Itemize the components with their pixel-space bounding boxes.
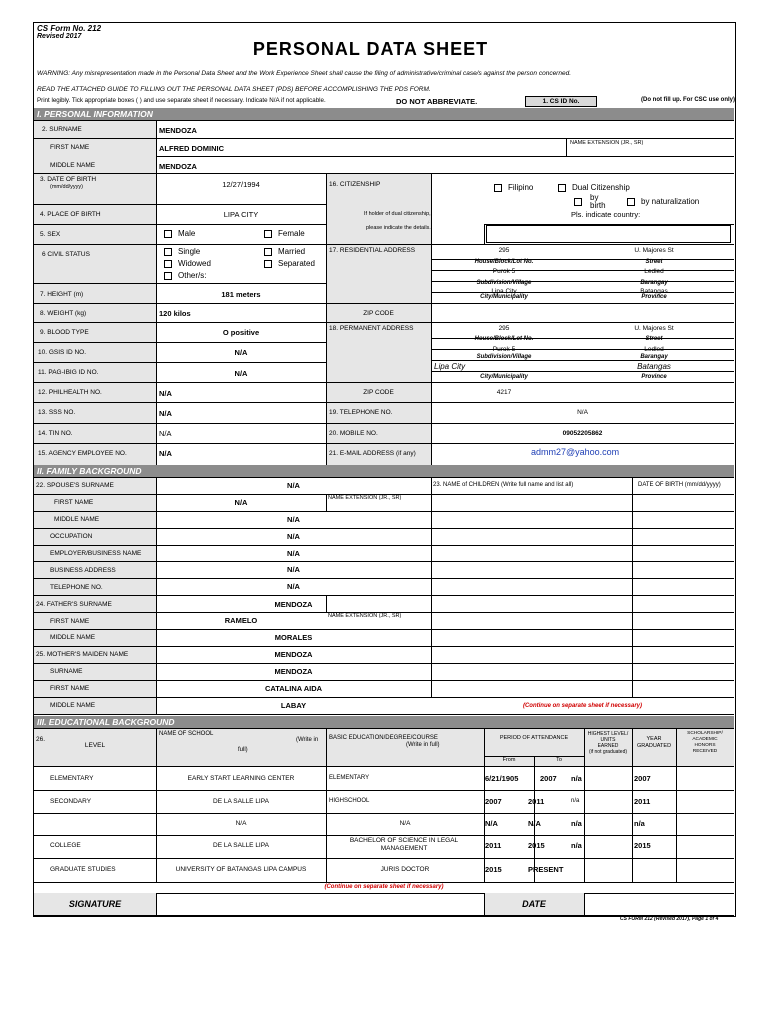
res-street-label: Street bbox=[645, 259, 663, 265]
checkbox-icon bbox=[574, 198, 582, 206]
mother-middle-name-field[interactable]: LABAY bbox=[280, 701, 307, 710]
row-year[interactable]: n/a bbox=[634, 819, 645, 828]
row-course[interactable]: BACHELOR OF SCIENCE IN LEGAL MANAGEMENT bbox=[349, 837, 459, 852]
checkbox-icon bbox=[164, 230, 172, 238]
spouse-surname-field[interactable]: N/A bbox=[287, 481, 300, 490]
pds-form bbox=[33, 22, 736, 917]
dual-note-2: please indicate the details. bbox=[366, 225, 431, 231]
row-highest[interactable]: n/a bbox=[571, 819, 582, 828]
guide-text: READ THE ATTACHED GUIDE TO FILLING OUT THE PERSONAL DATA SHEET (PDS) BEFORE ACCOMPLISHING THE PDS FORM. bbox=[37, 86, 431, 93]
mother-surname-field[interactable]: MENDOZA bbox=[274, 667, 313, 676]
spouse-name-ext-label: NAME EXTENSION (JR., SR) bbox=[328, 495, 402, 501]
mobile-label: 20. MOBILE NO. bbox=[329, 430, 378, 437]
perm-brgy-label: Barangay bbox=[640, 354, 668, 360]
business-address-field[interactable]: N/A bbox=[287, 565, 300, 574]
checkbox-icon bbox=[264, 248, 272, 256]
row-level: ELEMENTARY bbox=[50, 775, 94, 782]
citizenship-filipino-option[interactable]: Filipino bbox=[494, 183, 533, 192]
email-label: 21. E-MAIL ADDRESS (if any) bbox=[329, 450, 416, 457]
school-header-2: (Write in bbox=[296, 737, 319, 743]
middle-name-label: MIDDLE NAME bbox=[50, 162, 96, 169]
warning-text: WARNING: Any misrepresentation made in the Personal Data Sheet and the Work Experience Sheet shall cause the filing of administrative/criminal case/s against the person concerned. bbox=[37, 70, 571, 77]
perm-zipcode-label: ZIP CODE bbox=[363, 389, 394, 396]
res-house-label: House/Block/Lot No. bbox=[474, 259, 534, 265]
honors-header: SCHOLARSHIP/ ACADEMIC HONORS RECEIVED bbox=[687, 731, 723, 754]
occupation-field[interactable]: N/A bbox=[287, 532, 300, 541]
first-name-field[interactable]: ALFRED DOMINIC bbox=[159, 144, 224, 153]
form-revision: Revised 2017 bbox=[37, 33, 82, 40]
gsis-field[interactable]: N/A bbox=[234, 348, 248, 357]
telephone-field[interactable]: N/A bbox=[577, 409, 588, 416]
weight-label: 8. WEIGHT (kg) bbox=[40, 310, 87, 317]
mother-surname-label: SURNAME bbox=[50, 668, 83, 675]
row-from[interactable]: 2007 bbox=[485, 797, 502, 806]
father-middle-name-field[interactable]: MORALES bbox=[274, 633, 313, 642]
csc-use-note: (Do not fill up. For CSC use only) bbox=[641, 97, 735, 103]
row-year[interactable]: 2011 bbox=[634, 797, 651, 806]
agency-employee-field[interactable]: N/A bbox=[159, 449, 172, 458]
philhealth-label: 12. PHILHEALTH NO. bbox=[38, 389, 102, 396]
form-number: CS Form No. 212 bbox=[37, 24, 102, 33]
pob-label: 4. PLACE OF BIRTH bbox=[40, 211, 101, 218]
level-header: LEVEL bbox=[84, 742, 106, 749]
dob-label: 3. DATE OF BIRTH bbox=[40, 176, 97, 183]
residential-address-label: 17. RESIDENTIAL ADDRESS bbox=[329, 247, 416, 254]
row-school[interactable]: DE LA SALLE LIPA bbox=[213, 842, 269, 849]
res-subdivision-field[interactable]: Purok 5 bbox=[492, 268, 516, 275]
citizenship-naturalization-option[interactable]: by naturalization bbox=[627, 197, 699, 206]
spouse-middle-name-field[interactable]: N/A bbox=[287, 515, 300, 524]
perm-street-field[interactable]: U. Majores St bbox=[634, 325, 674, 332]
page-title: PERSONAL DATA SHEET bbox=[252, 39, 489, 59]
height-field[interactable]: 181 meters bbox=[221, 290, 261, 299]
telephone-label: 19. TELEPHONE NO. bbox=[329, 409, 393, 416]
signature-field[interactable] bbox=[158, 894, 482, 914]
citizenship-birth-option[interactable] bbox=[574, 197, 588, 206]
perm-house-label: House/Block/Lot No. bbox=[474, 336, 534, 342]
pagibig-field[interactable]: N/A bbox=[234, 369, 248, 378]
father-name-ext-label: NAME EXTENSION (JR., SR) bbox=[328, 613, 402, 619]
mother-middle-name-label: MIDDLE NAME bbox=[50, 702, 96, 709]
perm-street-label: Street bbox=[645, 336, 663, 342]
row-school[interactable]: EARLY START LEARNING CENTER bbox=[187, 775, 295, 782]
tin-field[interactable]: N/A bbox=[159, 429, 172, 438]
row-course[interactable]: JURIS DOCTOR bbox=[380, 866, 430, 873]
row-course[interactable]: ELEMENTARY bbox=[329, 775, 370, 781]
checkbox-icon bbox=[627, 198, 635, 206]
by-birth-label: by bbox=[590, 193, 599, 202]
pob-field[interactable]: LIPA CITY bbox=[223, 210, 259, 219]
mother-maiden-name-label: 25. MOTHER'S MAIDEN NAME bbox=[36, 651, 129, 658]
surname-label: 2. SURNAME bbox=[42, 126, 82, 133]
section-personal-info: I. PERSONAL INFORMATION bbox=[34, 108, 734, 120]
course-header-1: BASIC EDUCATION/DEGREE/COURSE bbox=[329, 735, 438, 741]
father-surname-label: 24. FATHER'S SURNAME bbox=[36, 601, 112, 608]
highest-level-header: HIGHEST LEVEL/ UNITS EARNED (if not graduated) bbox=[587, 731, 629, 755]
tin-label: 14. TIN NO. bbox=[38, 430, 73, 437]
res-subd-label: Subdivision/Village bbox=[476, 280, 532, 286]
middle-name-field[interactable]: MENDOZA bbox=[159, 162, 197, 171]
checkbox-icon bbox=[164, 248, 172, 256]
pagibig-label: 11. PAG-IBIG ID NO. bbox=[38, 369, 99, 376]
row-to[interactable]: N/A bbox=[528, 819, 541, 828]
mobile-field[interactable]: 09052205862 bbox=[562, 430, 603, 437]
year-graduated-header: YEAR GRADUATED bbox=[636, 736, 672, 749]
father-first-name-field[interactable]: RAMELO bbox=[224, 616, 258, 625]
row-highest[interactable]: n/a bbox=[571, 774, 582, 783]
citizenship-dual-option[interactable]: Dual Citizenship bbox=[558, 183, 630, 192]
date-field[interactable] bbox=[586, 894, 732, 914]
row-level: COLLEGE bbox=[50, 842, 81, 849]
checkbox-icon bbox=[164, 260, 172, 268]
occupation-label: OCCUPATION bbox=[50, 533, 93, 540]
checkbox-icon bbox=[558, 184, 566, 192]
checkbox-icon bbox=[264, 230, 272, 238]
row-highest[interactable]: n/a bbox=[571, 798, 580, 804]
perm-barangay-field[interactable]: Ledled bbox=[644, 346, 664, 353]
spouse-first-name-label: FIRST NAME bbox=[54, 499, 94, 506]
row-from[interactable]: N/A bbox=[485, 819, 498, 828]
perm-city-label: City/Municipality bbox=[480, 374, 528, 380]
cs-id-label: 1. CS ID No. bbox=[525, 96, 597, 107]
print-instructions: Print legibly. Tick appropriate boxes ( ) and use separate sheet if necessary. Indicate N/A if not applicable. bbox=[37, 97, 326, 104]
dob-field[interactable]: 12/27/1994 bbox=[222, 180, 260, 189]
sss-field[interactable]: N/A bbox=[159, 409, 172, 418]
period-header: PERIOD OF ATTENDANCE bbox=[499, 735, 569, 741]
family-continue-note: (Continue on separate sheet if necessary) bbox=[522, 703, 643, 709]
section-educational-background: III. EDUCATIONAL BACKGROUND bbox=[34, 716, 734, 728]
res-prov-label: Province bbox=[641, 294, 667, 300]
sex-label: 5. SEX bbox=[40, 231, 61, 238]
mother-first-name-field[interactable]: CATALINA AIDA bbox=[264, 684, 323, 693]
perm-house-field[interactable]: 295 bbox=[498, 325, 510, 332]
civil-single-option[interactable]: Single bbox=[164, 247, 200, 256]
civil-separated-option[interactable]: Separated bbox=[264, 259, 315, 268]
mother-first-name-label: FIRST NAME bbox=[50, 685, 90, 692]
height-label: 7. HEIGHT (m) bbox=[40, 291, 84, 298]
education-number: 26. bbox=[36, 736, 46, 743]
education-continue-note: (Continue on separate sheet if necessary) bbox=[324, 884, 444, 890]
sex-male-option[interactable]: Male bbox=[164, 229, 195, 238]
civil-status-label: 6 CIVIL STATUS bbox=[42, 251, 90, 258]
from-header: From bbox=[502, 757, 516, 763]
row-course[interactable]: N/A bbox=[399, 820, 411, 827]
employer-field[interactable]: N/A bbox=[287, 549, 300, 558]
surname-field[interactable]: MENDOZA bbox=[159, 126, 197, 135]
dual-note-1: If holder of dual citizenship, bbox=[364, 211, 431, 217]
row-to[interactable]: PRESENT bbox=[528, 865, 564, 874]
form-footer: CS FORM 212 (Revised 2017), Page 1 of 4 bbox=[620, 916, 719, 922]
sss-label: 13. SSS NO. bbox=[38, 409, 76, 416]
perm-prov-label: Province bbox=[641, 374, 667, 380]
spouse-surname-label: 22. SPOUSE'S SURNAME bbox=[36, 482, 114, 489]
res-province-field[interactable]: Batangas bbox=[640, 288, 668, 295]
spouse-middle-name-label: MIDDLE NAME bbox=[54, 516, 100, 523]
row-to[interactable]: 2011 bbox=[528, 797, 545, 806]
res-zipcode-label: ZIP CODE bbox=[363, 310, 394, 317]
school-header-3: full) bbox=[238, 747, 248, 753]
children-dob-label: DATE OF BIRTH (mm/dd/yyyy) bbox=[638, 482, 721, 488]
name-extension-label: NAME EXTENSION (JR., SR) bbox=[570, 140, 644, 146]
civil-married-option[interactable]: Married bbox=[264, 247, 305, 256]
row-course[interactable]: HIGHSCHOOL bbox=[329, 798, 370, 804]
blood-type-label: 9. BLOOD TYPE bbox=[40, 329, 89, 336]
row-to[interactable]: 2015 bbox=[528, 841, 545, 850]
spouse-telephone-field[interactable]: N/A bbox=[287, 582, 300, 591]
no-abbreviate-note: DO NOT ABBREVIATE. bbox=[396, 97, 478, 106]
row-level: SECONDARY bbox=[50, 798, 92, 805]
res-city-label: City/Municipality bbox=[480, 294, 528, 300]
weight-field[interactable]: 120 kilos bbox=[159, 309, 191, 318]
agency-employee-label: 15. AGENCY EMPLOYEE NO. bbox=[38, 450, 127, 457]
row-year[interactable]: 2007 bbox=[634, 774, 651, 783]
civil-other-option[interactable]: Other/s: bbox=[164, 271, 206, 280]
father-middle-name-label: MIDDLE NAME bbox=[50, 634, 96, 641]
blood-type-field[interactable]: O positive bbox=[222, 328, 260, 337]
perm-subd-label: Subdivision/Village bbox=[476, 354, 532, 360]
res-barangay-field[interactable]: Ledled bbox=[644, 268, 664, 275]
philhealth-field[interactable]: N/A bbox=[159, 389, 172, 398]
business-address-label: BUSINESS ADDRESS bbox=[50, 567, 116, 574]
dob-format-label: (mm/dd/yyyy) bbox=[50, 184, 83, 190]
row-level: GRADUATE STUDIES bbox=[50, 866, 116, 873]
row-school[interactable]: N/A bbox=[235, 820, 247, 827]
employer-label: EMPLOYER/BUSINESS NAME bbox=[50, 550, 142, 557]
row-school[interactable]: DE LA SALLE LIPA bbox=[213, 798, 269, 805]
to-header: To bbox=[556, 757, 562, 763]
perm-zipcode-field[interactable]: 4217 bbox=[496, 389, 512, 396]
checkbox-icon bbox=[494, 184, 502, 192]
spouse-first-name-field[interactable]: N/A bbox=[234, 498, 248, 507]
sex-female-option[interactable]: Female bbox=[264, 229, 305, 238]
civil-widowed-option[interactable]: Widowed bbox=[164, 259, 211, 268]
res-city-field[interactable]: Lipa City bbox=[491, 288, 517, 295]
country-field[interactable] bbox=[486, 225, 731, 243]
row-school[interactable]: UNIVERSITY OF BATANGAS LIPA CAMPUS bbox=[175, 866, 307, 873]
mother-surname-top-field[interactable]: MENDOZA bbox=[274, 650, 313, 659]
res-brgy-label: Barangay bbox=[640, 280, 668, 286]
row-from[interactable]: 2015 bbox=[485, 865, 502, 874]
row-highest[interactable]: n/a bbox=[571, 841, 582, 850]
signature-label: SIGNATURE bbox=[68, 899, 122, 909]
indicate-country-label: Pls. indicate country: bbox=[571, 210, 641, 219]
school-header-1: NAME OF SCHOOL bbox=[159, 731, 214, 737]
row-from[interactable]: 6/21/1905 bbox=[485, 774, 519, 783]
birth-label: birth bbox=[590, 201, 606, 210]
perm-subdivision-field[interactable]: Purok 5 bbox=[492, 346, 516, 353]
father-surname-field[interactable]: MENDOZA bbox=[274, 600, 313, 609]
row-from[interactable]: 2011 bbox=[485, 841, 502, 850]
spouse-telephone-label: TELEPHONE NO. bbox=[50, 584, 103, 591]
course-header-2: (Write in full) bbox=[406, 742, 440, 748]
date-label: DATE bbox=[522, 899, 546, 909]
res-house-field[interactable]: 295 bbox=[498, 247, 510, 254]
checkbox-icon bbox=[164, 272, 172, 280]
permanent-address-label: 18. PERMANENT ADDRESS bbox=[329, 325, 414, 332]
perm-city-field[interactable]: Lipa City bbox=[434, 362, 466, 371]
email-field[interactable]: admm27@yahoo.com bbox=[531, 447, 620, 457]
section-family-background: II. FAMILY BACKGROUND bbox=[34, 465, 734, 477]
res-street-field[interactable]: U. Majores St bbox=[634, 247, 674, 254]
gsis-label: 10. GSIS ID NO. bbox=[38, 349, 87, 356]
children-label: 23. NAME of CHILDREN (Write full name and list all) bbox=[433, 482, 574, 488]
checkbox-icon bbox=[264, 260, 272, 268]
row-year[interactable]: 2015 bbox=[634, 841, 651, 850]
first-name-label: FIRST NAME bbox=[50, 144, 90, 151]
perm-province-field[interactable]: Batangas bbox=[637, 362, 671, 371]
row-to[interactable]: 2007 bbox=[540, 774, 557, 783]
citizenship-label: 16. CITIZENSHIP bbox=[329, 181, 381, 188]
father-first-name-label: FIRST NAME bbox=[50, 618, 90, 625]
